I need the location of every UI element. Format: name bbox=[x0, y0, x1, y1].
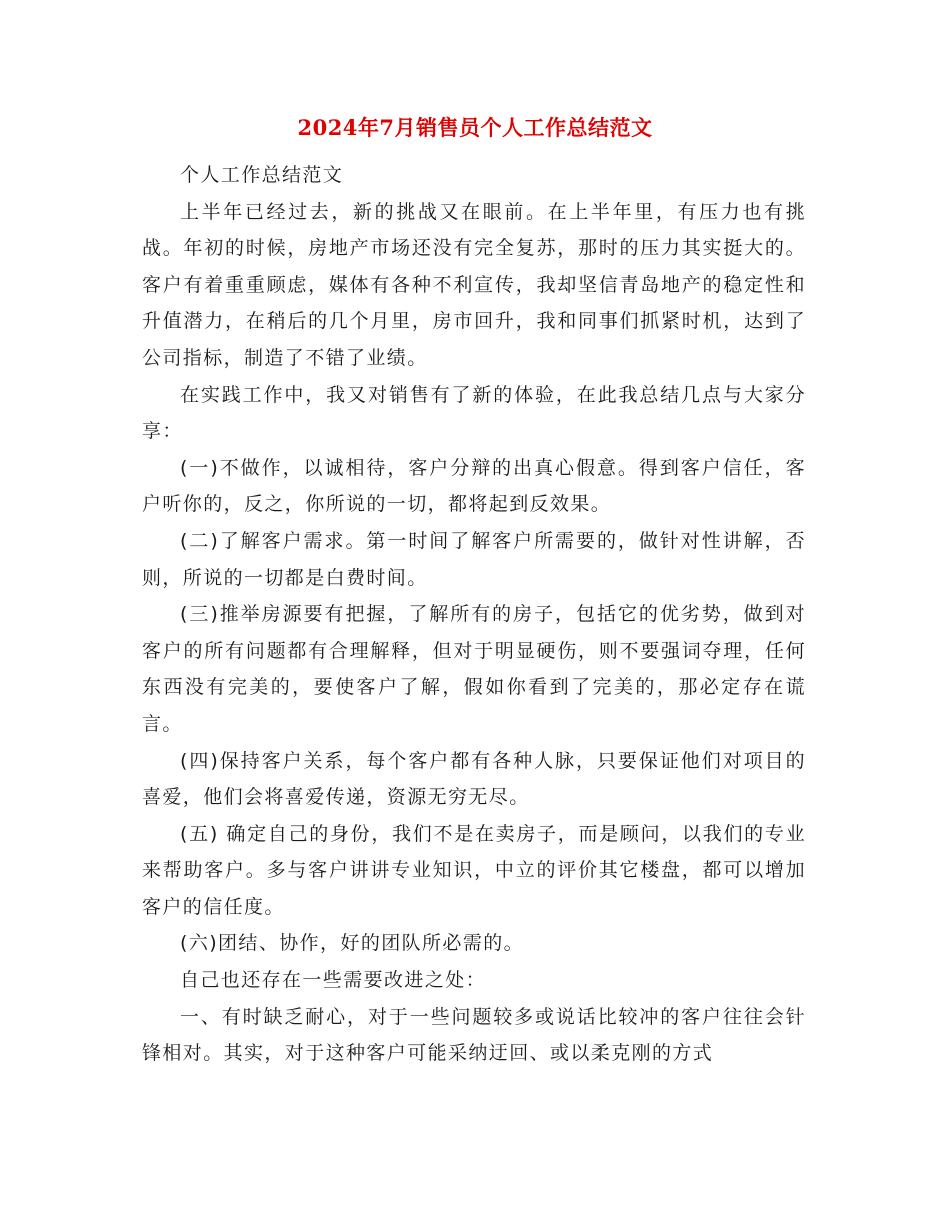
document-title: 2024年7月销售员个人工作总结范文 bbox=[297, 115, 653, 140]
document-body bbox=[142, 157, 806, 1072]
paragraph-point-1: (一)不做作，以诚相待，客户分辩的出真心假意。得到客户信任，客户听你的，反之，你所说的一切，都将起到反效果。 bbox=[142, 456, 806, 516]
paragraph-point-4: (四)保持客户关系，每个客户都有各种人脉，只要保证他们对项目的喜爱，他们会将喜爱传递，资源无穷无尽。 bbox=[142, 749, 806, 809]
paragraph-experience: 在实践工作中，我又对销售有了新的体验，在此我总结几点与大家分享： bbox=[142, 383, 806, 443]
paragraph-point-2: (二)了解客户需求。第一时间了解客户所需要的，做针对性讲解，否则，所说的一切都是白费时间。 bbox=[142, 529, 806, 589]
paragraph-point-6: (六)团结、协作，好的团队所必需的。 bbox=[180, 932, 525, 955]
paragraph-point-3: (三)推举房源要有把握，了解所有的房子，包括它的优劣势，做到对客户的所有问题都有合理解释，但对于明显硬伤，则不要强词夺理，任何东西没有完美的，要使客户了解，假如你看到了完美的，那必定存在谎言。 bbox=[142, 603, 806, 735]
paragraph-intro: 上半年已经过去，新的挑战又在眼前。在上半年里，有压力也有挑战。年初的时候，房地产市场还没有完全复苏，那时的压力其实挺大的。客户有着重重顾虑，媒体有各种不利宣传，我却坚信青岛地产的稳定性和升值潜力，在稍后的几个月里，房市回升，我和同事们抓紧时机，达到了公司指标，制造了不错了业绩。 bbox=[142, 200, 806, 369]
paragraph-improvements: 自己也还存在一些需要改进之处： bbox=[180, 969, 487, 992]
paragraph-improvement-1: 一、有时缺乏耐心，对于一些问题较多或说话比较冲的客户往往会针锋相对。其实，对于这种客户可能采纳迂回、或以柔克刚的方式 bbox=[142, 1005, 806, 1065]
paragraph-subtitle: 个人工作总结范文 bbox=[180, 164, 344, 186]
paragraph-point-5: (五) 确定自己的身份，我们不是在卖房子，而是顾问，以我们的专业来帮助客户。多与客户讲讲专业知识，中立的评价其它楼盘，都可以增加客户的信任度。 bbox=[142, 822, 806, 918]
